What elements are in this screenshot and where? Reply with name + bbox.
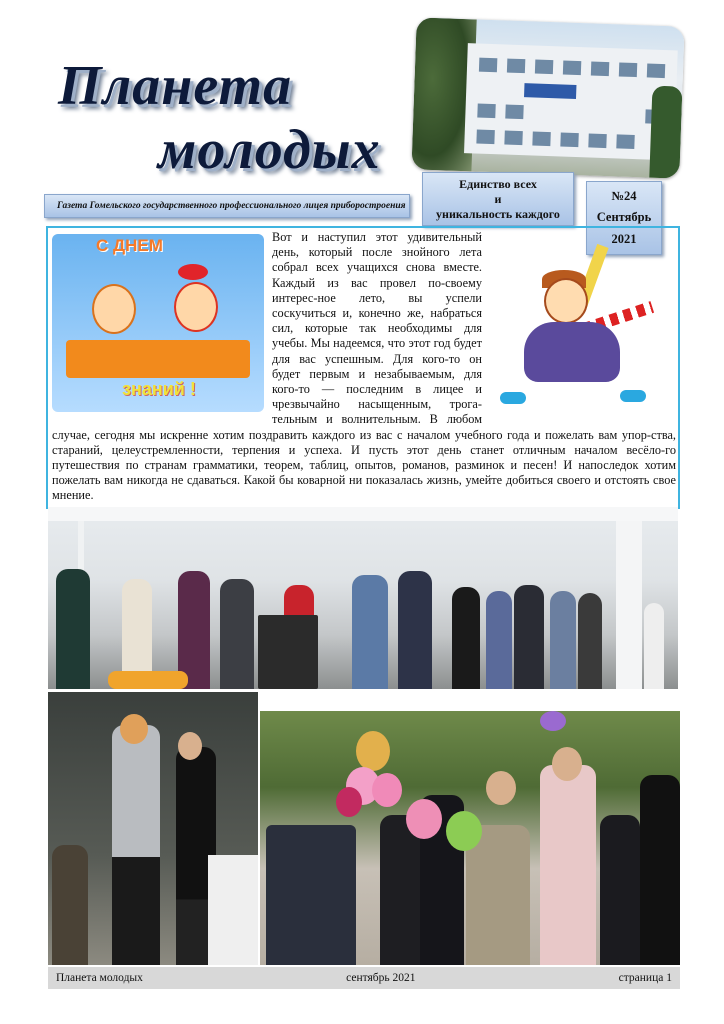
backpack-graphic	[524, 322, 620, 382]
fir-tree-graphic	[649, 86, 682, 179]
newspaper-subtitle-banner	[44, 194, 410, 218]
desk-graphic	[66, 340, 250, 378]
schoolboy-cartoon	[488, 240, 676, 420]
building-graphic	[464, 43, 678, 160]
shoe-graphic	[500, 392, 526, 404]
footer-date: сентябрь 2021	[346, 972, 416, 984]
issue-month: Сентябрь	[596, 210, 652, 225]
card-bottom-text: знаний !	[122, 379, 196, 399]
issue-number: №24	[611, 189, 637, 204]
bow-graphic	[178, 264, 208, 280]
issue-year: 2021	[611, 231, 637, 246]
girl-cartoon	[174, 282, 218, 332]
masthead-title-line1: Планета	[58, 55, 293, 117]
school-building-photo	[411, 17, 684, 178]
motto-line1: Единство всех	[459, 176, 537, 191]
motto-banner	[422, 172, 574, 226]
footer-newspaper-name: Планета молодых	[56, 972, 143, 984]
masthead-title-line2: молодых	[158, 119, 381, 181]
motto-line3: уникальность каждого	[436, 206, 560, 221]
knowledge-day-card	[52, 234, 264, 412]
article-body	[52, 230, 676, 504]
article-text: Вот и наступил этот удивительный день, который после знойного лета собрал всех учащихся снова вместе. Каждый из вас провел по-своему интерес-ное лето, вы успели соскучиться и, конечно же, набраться сил, которые так необходимы для учебы. Мы надеемся, что этот год будет для вас успешным. Для кого-то он будет первым и незабываемым, для кого-то — последним в лицее и чрезвычайно насыщенным, трога-тельным и волнительным. В любом случае, сегодня мы искренне хотим поздравить каждого из вас с началом учебного года и пожелать вам упор-ства, стараний, целеустремленности, терпения и успеха. И пусть этот день станет отличным началом весёло-го путешествия по странам грамматики, теорем, таблиц, опытов, романов, разминок и песен! И напоследок хотим пожелать вам никогда не сдаваться. Какой бы коварной ни показалась жизнь, умейте добиться своего и отстоять свое мнение.	[52, 230, 676, 503]
shoe-graphic	[620, 390, 646, 402]
newspaper-subtitle: Газета Гомельского государственного профессионального лицея приборостроения	[57, 201, 406, 211]
singers-photo	[48, 692, 258, 965]
article-frame	[46, 226, 680, 509]
boy-head-graphic	[544, 278, 588, 324]
footer-page-number: страница 1	[618, 972, 672, 984]
building-sign-graphic	[524, 83, 576, 99]
motto-line2: и	[494, 191, 502, 206]
page-footer	[48, 967, 680, 989]
card-top-text: С ДНЕМ	[96, 236, 163, 255]
boy-cartoon	[92, 284, 136, 334]
students-balloons-photo	[260, 711, 680, 965]
ceremony-photo	[48, 507, 678, 689]
